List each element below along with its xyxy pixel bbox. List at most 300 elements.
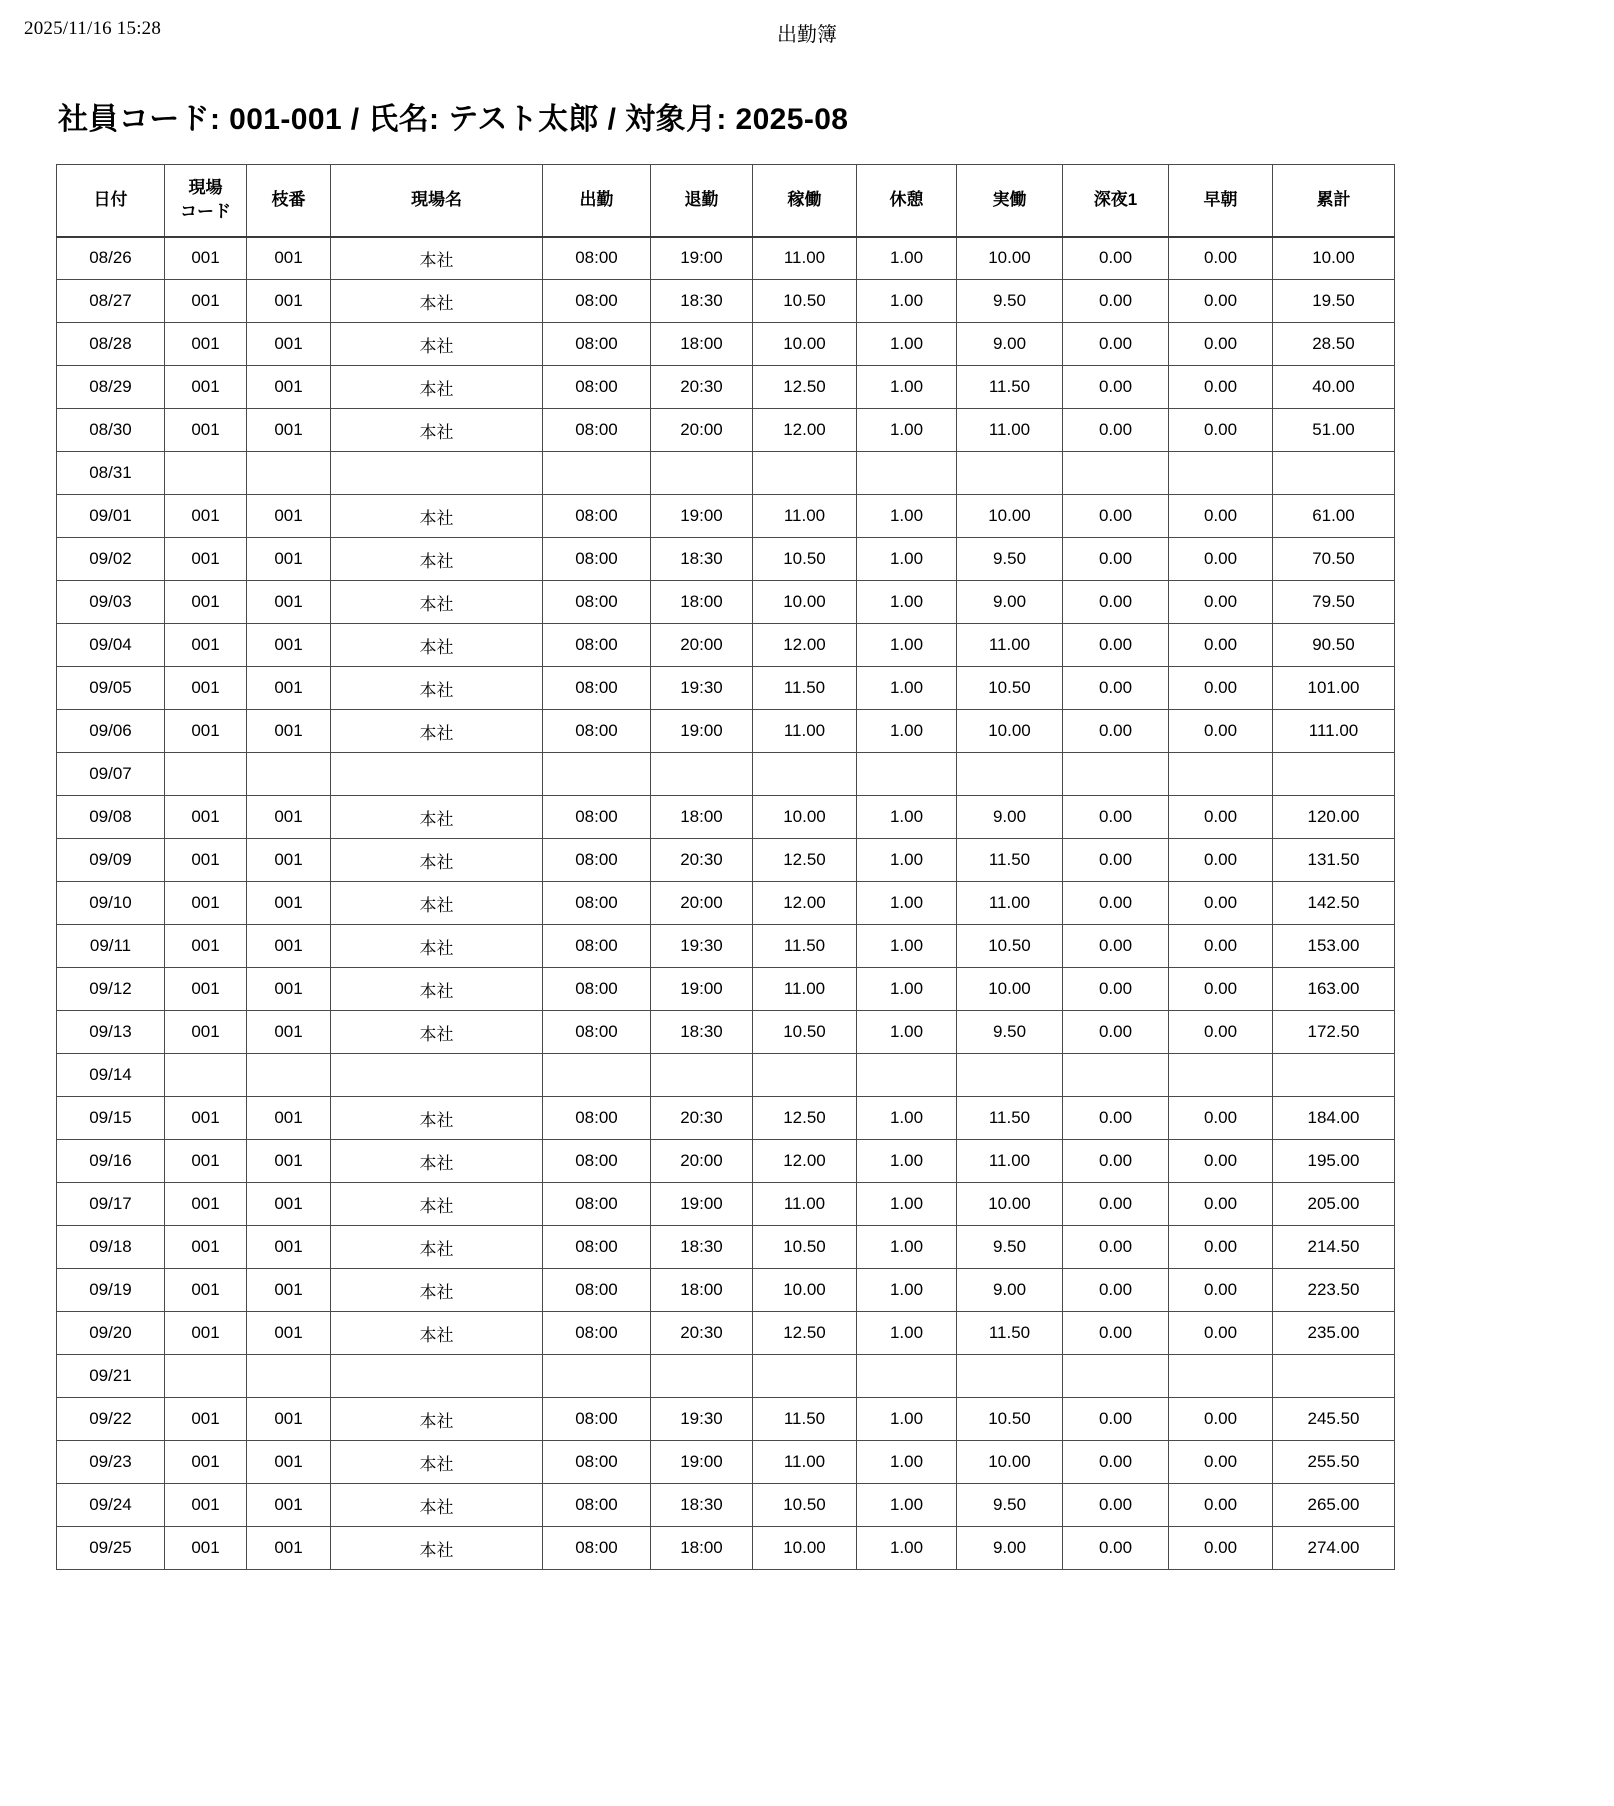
cell-date: 09/21 — [57, 1355, 165, 1398]
cell-actual: 11.50 — [957, 839, 1063, 882]
cell-night: 0.00 — [1063, 667, 1169, 710]
column-header-work-hours: 稼働 — [753, 165, 857, 237]
cell-night: 0.00 — [1063, 1140, 1169, 1183]
cell-date: 09/24 — [57, 1484, 165, 1527]
cell-total — [1273, 753, 1395, 796]
cell-branch — [247, 452, 331, 495]
cell-early: 0.00 — [1169, 796, 1273, 839]
cell-night: 0.00 — [1063, 624, 1169, 667]
cell-night: 0.00 — [1063, 1183, 1169, 1226]
cell-total: 28.50 — [1273, 323, 1395, 366]
cell-name: 本社 — [331, 237, 543, 280]
cell-date: 09/22 — [57, 1398, 165, 1441]
cell-site: 001 — [165, 495, 247, 538]
cell-date: 09/20 — [57, 1312, 165, 1355]
cell-name: 本社 — [331, 624, 543, 667]
cell-date: 09/15 — [57, 1097, 165, 1140]
cell-night: 0.00 — [1063, 839, 1169, 882]
cell-break: 1.00 — [857, 581, 957, 624]
cell-total: 131.50 — [1273, 839, 1395, 882]
cell-actual: 9.50 — [957, 1011, 1063, 1054]
cell-out: 19:00 — [651, 237, 753, 280]
column-header-actual-hours: 実働 — [957, 165, 1063, 237]
cell-branch: 001 — [247, 323, 331, 366]
cell-name: 本社 — [331, 839, 543, 882]
cell-work: 10.50 — [753, 538, 857, 581]
cell-actual: 9.00 — [957, 796, 1063, 839]
cell-break: 1.00 — [857, 925, 957, 968]
cell-in: 08:00 — [543, 1398, 651, 1441]
cell-work: 11.00 — [753, 237, 857, 280]
cell-break: 1.00 — [857, 1527, 957, 1570]
cell-site: 001 — [165, 323, 247, 366]
cell-in: 08:00 — [543, 409, 651, 452]
cell-early: 0.00 — [1169, 538, 1273, 581]
cell-total: 255.50 — [1273, 1441, 1395, 1484]
cell-total: 245.50 — [1273, 1398, 1395, 1441]
cell-site: 001 — [165, 581, 247, 624]
column-header-site-code-line1: 現場 — [188, 177, 223, 197]
cell-total: 153.00 — [1273, 925, 1395, 968]
column-header-break-hours: 休憩 — [857, 165, 957, 237]
cell-site: 001 — [165, 882, 247, 925]
attendance-table-container — [56, 164, 1394, 1570]
table-header-row — [57, 165, 1395, 237]
cell-early: 0.00 — [1169, 1527, 1273, 1570]
cell-date: 09/19 — [57, 1269, 165, 1312]
cell-date: 08/30 — [57, 409, 165, 452]
cell-in: 08:00 — [543, 1527, 651, 1570]
cell-total: 142.50 — [1273, 882, 1395, 925]
cell-actual: 10.00 — [957, 495, 1063, 538]
cell-date: 09/18 — [57, 1226, 165, 1269]
cell-name: 本社 — [331, 1011, 543, 1054]
cell-in: 08:00 — [543, 1269, 651, 1312]
table-row — [57, 323, 1395, 366]
cell-actual: 11.50 — [957, 1097, 1063, 1140]
cell-out: 19:00 — [651, 1183, 753, 1226]
table-row — [57, 1269, 1395, 1312]
column-header-clock-out: 退勤 — [651, 165, 753, 237]
cell-name: 本社 — [331, 1269, 543, 1312]
cell-work: 11.50 — [753, 667, 857, 710]
cell-site: 001 — [165, 624, 247, 667]
table-row — [57, 968, 1395, 1011]
cell-break: 1.00 — [857, 1011, 957, 1054]
cell-out — [651, 1355, 753, 1398]
cell-out: 18:30 — [651, 1011, 753, 1054]
cell-night: 0.00 — [1063, 1226, 1169, 1269]
cell-night: 0.00 — [1063, 882, 1169, 925]
table-row — [57, 667, 1395, 710]
cell-break: 1.00 — [857, 495, 957, 538]
cell-name: 本社 — [331, 323, 543, 366]
cell-night: 0.00 — [1063, 409, 1169, 452]
cell-night: 0.00 — [1063, 796, 1169, 839]
document-title: 出勤簿 — [777, 24, 837, 46]
cell-break: 1.00 — [857, 1312, 957, 1355]
cell-name — [331, 1355, 543, 1398]
cell-break: 1.00 — [857, 1398, 957, 1441]
cell-total: 61.00 — [1273, 495, 1395, 538]
cell-actual: 10.50 — [957, 1398, 1063, 1441]
cell-work: 10.00 — [753, 1527, 857, 1570]
cell-break — [857, 1355, 957, 1398]
cell-night: 0.00 — [1063, 710, 1169, 753]
cell-early: 0.00 — [1169, 1312, 1273, 1355]
cell-early: 0.00 — [1169, 1484, 1273, 1527]
cell-in: 08:00 — [543, 581, 651, 624]
cell-night: 0.00 — [1063, 1398, 1169, 1441]
table-row — [57, 581, 1395, 624]
cell-work: 12.50 — [753, 1097, 857, 1140]
cell-branch: 001 — [247, 1140, 331, 1183]
cell-date: 09/06 — [57, 710, 165, 753]
cell-branch: 001 — [247, 710, 331, 753]
cell-site: 001 — [165, 1011, 247, 1054]
cell-date: 09/04 — [57, 624, 165, 667]
cell-night: 0.00 — [1063, 968, 1169, 1011]
cell-early — [1169, 1054, 1273, 1097]
cell-break — [857, 1054, 957, 1097]
column-header-site-name: 現場名 — [331, 165, 543, 237]
cell-site: 001 — [165, 1398, 247, 1441]
attendance-table-body — [57, 237, 1395, 1570]
table-row — [57, 1527, 1395, 1570]
cell-branch: 001 — [247, 366, 331, 409]
table-row — [57, 882, 1395, 925]
cell-actual: 11.50 — [957, 1312, 1063, 1355]
cell-break: 1.00 — [857, 839, 957, 882]
cell-site: 001 — [165, 1183, 247, 1226]
cell-date: 09/11 — [57, 925, 165, 968]
cell-work: 12.50 — [753, 839, 857, 882]
cell-early — [1169, 1355, 1273, 1398]
cell-out: 19:30 — [651, 1398, 753, 1441]
cell-actual: 10.00 — [957, 710, 1063, 753]
cell-total: 10.00 — [1273, 237, 1395, 280]
cell-total: 223.50 — [1273, 1269, 1395, 1312]
cell-total: 40.00 — [1273, 366, 1395, 409]
cell-work: 10.00 — [753, 1269, 857, 1312]
cell-total: 265.00 — [1273, 1484, 1395, 1527]
table-row — [57, 1398, 1395, 1441]
cell-out: 20:00 — [651, 882, 753, 925]
cell-in: 08:00 — [543, 624, 651, 667]
cell-name: 本社 — [331, 366, 543, 409]
cell-branch: 001 — [247, 1269, 331, 1312]
cell-name — [331, 753, 543, 796]
cell-site — [165, 1355, 247, 1398]
table-row — [57, 1312, 1395, 1355]
cell-name: 本社 — [331, 495, 543, 538]
cell-break: 1.00 — [857, 1226, 957, 1269]
cell-name: 本社 — [331, 581, 543, 624]
cell-night: 0.00 — [1063, 1484, 1169, 1527]
cell-branch: 001 — [247, 1484, 331, 1527]
cell-early: 0.00 — [1169, 581, 1273, 624]
cell-work: 11.50 — [753, 925, 857, 968]
cell-out: 20:00 — [651, 1140, 753, 1183]
cell-out: 19:30 — [651, 925, 753, 968]
cell-early: 0.00 — [1169, 280, 1273, 323]
cell-date: 09/17 — [57, 1183, 165, 1226]
cell-out: 18:30 — [651, 538, 753, 581]
cell-date: 09/25 — [57, 1527, 165, 1570]
cell-actual — [957, 452, 1063, 495]
table-row — [57, 1097, 1395, 1140]
table-row — [57, 280, 1395, 323]
cell-work: 11.50 — [753, 1398, 857, 1441]
cell-night: 0.00 — [1063, 1269, 1169, 1312]
cell-total: 235.00 — [1273, 1312, 1395, 1355]
cell-break: 1.00 — [857, 1484, 957, 1527]
cell-date: 09/03 — [57, 581, 165, 624]
cell-total: 205.00 — [1273, 1183, 1395, 1226]
cell-work: 10.50 — [753, 1011, 857, 1054]
cell-total: 172.50 — [1273, 1011, 1395, 1054]
cell-work: 12.50 — [753, 366, 857, 409]
cell-break: 1.00 — [857, 366, 957, 409]
cell-name: 本社 — [331, 710, 543, 753]
cell-site — [165, 1054, 247, 1097]
cell-in: 08:00 — [543, 366, 651, 409]
cell-work: 12.00 — [753, 882, 857, 925]
table-row — [57, 624, 1395, 667]
cell-night — [1063, 1054, 1169, 1097]
cell-site: 001 — [165, 667, 247, 710]
cell-early: 0.00 — [1169, 1140, 1273, 1183]
cell-work — [753, 1355, 857, 1398]
cell-work — [753, 452, 857, 495]
cell-out: 20:30 — [651, 1097, 753, 1140]
cell-early: 0.00 — [1169, 237, 1273, 280]
cell-branch: 001 — [247, 1441, 331, 1484]
column-header-site-code — [165, 165, 247, 237]
cell-name: 本社 — [331, 1226, 543, 1269]
cell-work: 10.00 — [753, 581, 857, 624]
cell-night: 0.00 — [1063, 581, 1169, 624]
cell-branch: 001 — [247, 1183, 331, 1226]
cell-early: 0.00 — [1169, 882, 1273, 925]
cell-actual: 10.00 — [957, 968, 1063, 1011]
cell-name: 本社 — [331, 1484, 543, 1527]
cell-name: 本社 — [331, 409, 543, 452]
cell-branch: 001 — [247, 624, 331, 667]
cell-date: 09/01 — [57, 495, 165, 538]
cell-actual — [957, 753, 1063, 796]
cell-work: 10.50 — [753, 280, 857, 323]
cell-name: 本社 — [331, 1140, 543, 1183]
cell-work: 11.00 — [753, 495, 857, 538]
cell-total: 274.00 — [1273, 1527, 1395, 1570]
table-row — [57, 1484, 1395, 1527]
cell-early: 0.00 — [1169, 366, 1273, 409]
cell-in — [543, 452, 651, 495]
cell-out: 18:00 — [651, 796, 753, 839]
cell-in — [543, 1054, 651, 1097]
cell-actual: 10.00 — [957, 1441, 1063, 1484]
cell-break: 1.00 — [857, 968, 957, 1011]
cell-work: 12.50 — [753, 1312, 857, 1355]
cell-branch: 001 — [247, 1011, 331, 1054]
column-header-night-hours: 深夜1 — [1063, 165, 1169, 237]
cell-site: 001 — [165, 409, 247, 452]
cell-total: 101.00 — [1273, 667, 1395, 710]
cell-total — [1273, 452, 1395, 495]
cell-date: 08/27 — [57, 280, 165, 323]
table-row — [57, 1011, 1395, 1054]
table-row — [57, 1355, 1395, 1398]
cell-date: 09/08 — [57, 796, 165, 839]
cell-in: 08:00 — [543, 323, 651, 366]
cell-date: 09/14 — [57, 1054, 165, 1097]
cell-out: 19:00 — [651, 495, 753, 538]
cell-work: 12.00 — [753, 409, 857, 452]
cell-work: 11.00 — [753, 1183, 857, 1226]
cell-total: 19.50 — [1273, 280, 1395, 323]
cell-break: 1.00 — [857, 1140, 957, 1183]
cell-break: 1.00 — [857, 1097, 957, 1140]
cell-early: 0.00 — [1169, 1269, 1273, 1312]
cell-in: 08:00 — [543, 495, 651, 538]
cell-name: 本社 — [331, 667, 543, 710]
cell-early: 0.00 — [1169, 667, 1273, 710]
table-row — [57, 753, 1395, 796]
cell-in: 08:00 — [543, 968, 651, 1011]
cell-site: 001 — [165, 968, 247, 1011]
table-row — [57, 495, 1395, 538]
cell-in: 08:00 — [543, 710, 651, 753]
cell-branch: 001 — [247, 409, 331, 452]
cell-early: 0.00 — [1169, 1097, 1273, 1140]
cell-night: 0.00 — [1063, 1011, 1169, 1054]
cell-date: 09/09 — [57, 839, 165, 882]
cell-site: 001 — [165, 1312, 247, 1355]
cell-break — [857, 753, 957, 796]
cell-actual: 9.00 — [957, 323, 1063, 366]
cell-actual: 10.00 — [957, 1183, 1063, 1226]
cell-out: 18:30 — [651, 1484, 753, 1527]
cell-name: 本社 — [331, 538, 543, 581]
cell-branch: 001 — [247, 581, 331, 624]
cell-night: 0.00 — [1063, 237, 1169, 280]
table-row — [57, 796, 1395, 839]
cell-site: 001 — [165, 1527, 247, 1570]
cell-in: 08:00 — [543, 882, 651, 925]
cell-date: 08/31 — [57, 452, 165, 495]
cell-site: 001 — [165, 1484, 247, 1527]
cell-break: 1.00 — [857, 1441, 957, 1484]
cell-total: 79.50 — [1273, 581, 1395, 624]
cell-actual: 11.00 — [957, 409, 1063, 452]
cell-name: 本社 — [331, 1097, 543, 1140]
cell-branch — [247, 1355, 331, 1398]
cell-site — [165, 753, 247, 796]
print-header — [0, 0, 1614, 52]
cell-branch: 001 — [247, 1398, 331, 1441]
cell-branch: 001 — [247, 796, 331, 839]
cell-in: 08:00 — [543, 1484, 651, 1527]
cell-work — [753, 753, 857, 796]
cell-site: 001 — [165, 710, 247, 753]
cell-break: 1.00 — [857, 409, 957, 452]
cell-break: 1.00 — [857, 667, 957, 710]
column-header-cumulative: 累計 — [1273, 165, 1395, 237]
column-header-early-hours: 早朝 — [1169, 165, 1273, 237]
cell-early: 0.00 — [1169, 968, 1273, 1011]
cell-night: 0.00 — [1063, 1097, 1169, 1140]
cell-early — [1169, 452, 1273, 495]
cell-actual: 9.50 — [957, 280, 1063, 323]
cell-work — [753, 1054, 857, 1097]
cell-early: 0.00 — [1169, 1398, 1273, 1441]
cell-in: 08:00 — [543, 796, 651, 839]
cell-branch: 001 — [247, 495, 331, 538]
cell-in: 08:00 — [543, 1441, 651, 1484]
cell-date: 08/28 — [57, 323, 165, 366]
table-row — [57, 710, 1395, 753]
table-row — [57, 538, 1395, 581]
cell-early: 0.00 — [1169, 624, 1273, 667]
cell-branch: 001 — [247, 839, 331, 882]
cell-total — [1273, 1054, 1395, 1097]
cell-work: 11.00 — [753, 710, 857, 753]
cell-in: 08:00 — [543, 667, 651, 710]
cell-site: 001 — [165, 1097, 247, 1140]
cell-out: 20:30 — [651, 839, 753, 882]
cell-actual: 10.00 — [957, 237, 1063, 280]
cell-out: 20:30 — [651, 1312, 753, 1355]
cell-branch: 001 — [247, 882, 331, 925]
cell-actual: 9.00 — [957, 1269, 1063, 1312]
table-row — [57, 237, 1395, 280]
page-title: 社員コード: 001-001 / 氏名: テスト太郎 / 対象月: 2025-08 — [58, 103, 849, 136]
cell-branch — [247, 753, 331, 796]
cell-in: 08:00 — [543, 1226, 651, 1269]
cell-actual — [957, 1355, 1063, 1398]
cell-night — [1063, 753, 1169, 796]
cell-name: 本社 — [331, 1312, 543, 1355]
cell-actual: 11.00 — [957, 882, 1063, 925]
cell-site: 001 — [165, 280, 247, 323]
cell-site: 001 — [165, 796, 247, 839]
cell-early: 0.00 — [1169, 710, 1273, 753]
cell-break: 1.00 — [857, 280, 957, 323]
column-header-site-code-line2: コード — [180, 202, 231, 222]
cell-out — [651, 753, 753, 796]
cell-break: 1.00 — [857, 882, 957, 925]
cell-total: 120.00 — [1273, 796, 1395, 839]
cell-night: 0.00 — [1063, 366, 1169, 409]
cell-branch: 001 — [247, 968, 331, 1011]
cell-break: 1.00 — [857, 796, 957, 839]
cell-branch: 001 — [247, 1527, 331, 1570]
cell-date: 09/12 — [57, 968, 165, 1011]
cell-night — [1063, 1355, 1169, 1398]
cell-out: 18:00 — [651, 323, 753, 366]
cell-night: 0.00 — [1063, 925, 1169, 968]
cell-date: 08/26 — [57, 237, 165, 280]
cell-branch: 001 — [247, 237, 331, 280]
column-header-branch: 枝番 — [247, 165, 331, 237]
cell-work: 10.00 — [753, 323, 857, 366]
table-row — [57, 366, 1395, 409]
cell-break — [857, 452, 957, 495]
cell-out: 18:00 — [651, 1527, 753, 1570]
cell-actual: 9.50 — [957, 1484, 1063, 1527]
table-row — [57, 1183, 1395, 1226]
